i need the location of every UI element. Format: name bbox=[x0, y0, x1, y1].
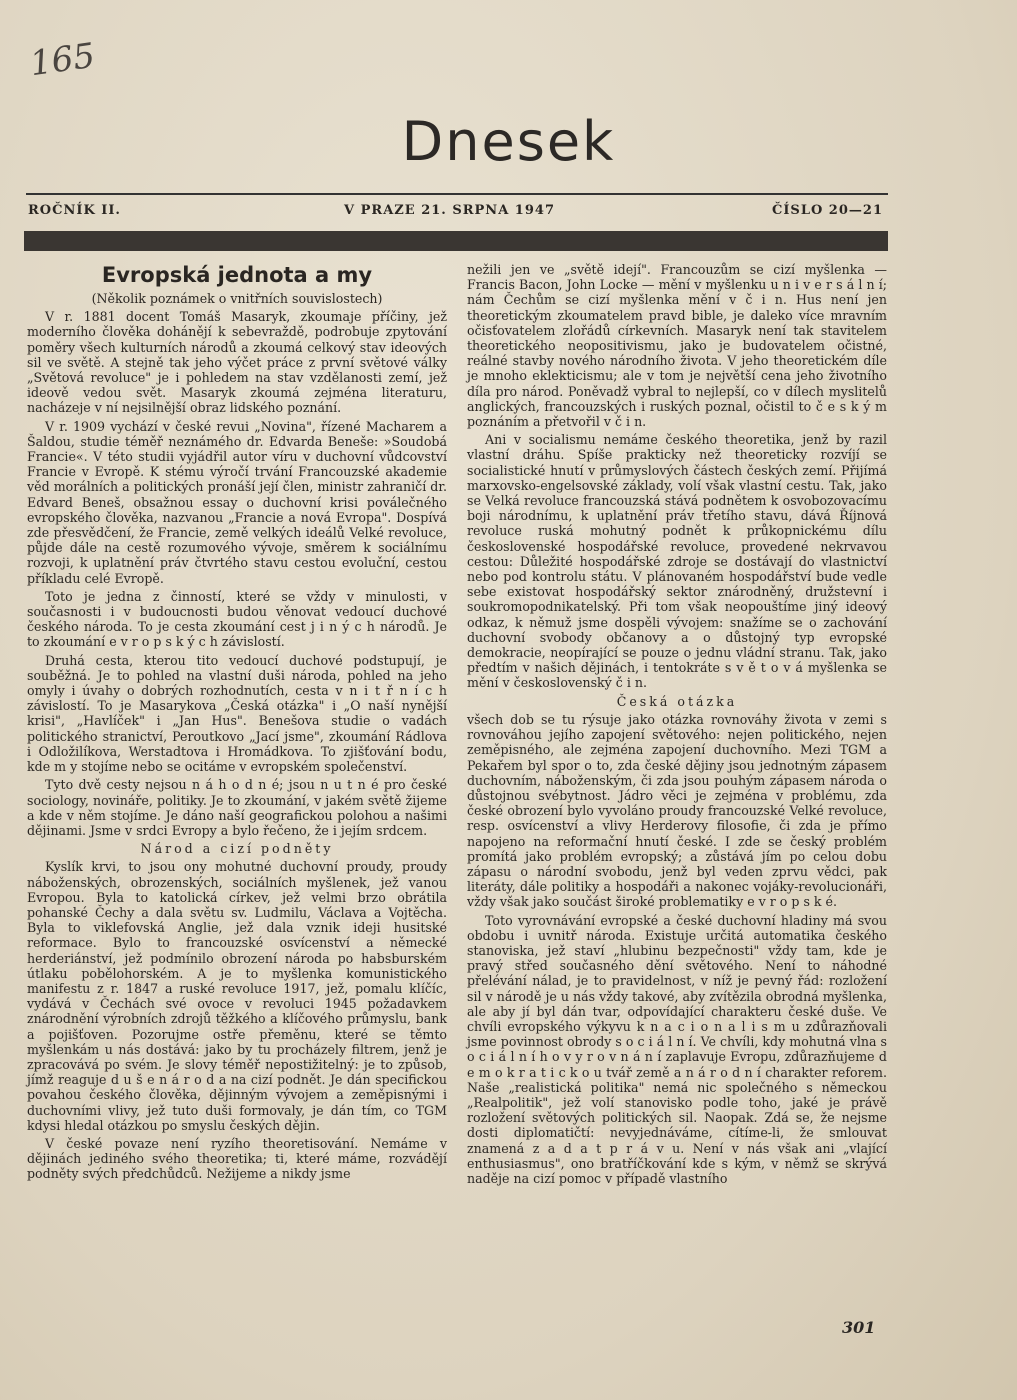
right-column bbox=[467, 262, 887, 1189]
masthead-title: Dnesek bbox=[401, 110, 616, 173]
page-number: 301 bbox=[842, 1318, 876, 1337]
volume-label: ROČNÍK II. bbox=[28, 203, 121, 218]
handwritten-note: 165 bbox=[27, 35, 98, 85]
section-heading: Národ a cizí podněty bbox=[140, 841, 334, 857]
section-heading: Česká otázka bbox=[616, 693, 738, 709]
paragraph: V české povaze není ryzího theoretisování. Nemáme v dějinách jediného svého theoretika; ti, které máme, rozvádějí podněty svých předchůdců. Nežijeme a nikdy jsme bbox=[27, 1135, 447, 1182]
header-band bbox=[24, 231, 888, 251]
date-label: V PRAZE 21. SRPNA 1947 bbox=[344, 203, 555, 218]
paragraph: Tyto dvě cesty nejsou n á h o d n é; jsou n u t n é pro české sociology, novináře, politiky. Je to zkoumání, v jakém světě žijeme a kde v něm stojíme. Je dáno naší geografickou polohou a našimi dějinami. Jsme v srdci Evropy a bylo řečeno, že i jejím srdcem. bbox=[27, 777, 447, 838]
paragraph: všech dob se tu rýsuje jako otázka rovnováhy života v zemi s rovnováhou jejího zapojení světového: nejen politického, nejen zeměpisného, ale zejména zapojení duchovního. Mezi TGM a Pekařem byl spor o to, zda české dějiny jsou jednotným zápasem duchovním, náboženským, či zda jsou pouhým zápasem národa o důstojnou svébytnost. Jádro věci je zejména v problému, zda české obrození bylo vyvoláno proudy francouzské Velké revoluce, resp. osvícenství a vlivy Herderovy filosofie, či zda je přímo napojeno na reformační hnutí české. I zde se český problém promítá jako problém evropský; a zůstává jím po celou dobu zápasu o národní svobodu, jenž byl veden zprvu vědci, pak literáty, dále politiky a hospodáři a nakonec vojáky-revolucionáři, vždy však jako součást široké problematiky e v r o p s k é. bbox=[467, 711, 887, 910]
article-title: Evropská jednota a my bbox=[101, 263, 373, 287]
left-column bbox=[27, 262, 447, 1185]
paragraph: V r. 1881 docent Tomáš Masaryk, zkoumaje příčiny, jež moderního člověka dohánějí k sebevraždě, podrobuje zpytování poměry všech kulturních národů a zkoumá celkový stav ideových sil ve světě. A stejně tak jeho výčet práce z první světové války „Světová revoluce" je i pohledem na stav vzdělanosti zemí, jež ideově vedou svět. Masaryk zkoumá zejména literaturu, nacházeje v ní nejsilnější obraz lidského poznání. bbox=[27, 309, 447, 416]
paragraph: Toto vyrovnávání evropské a české duchovní hladiny má svou obdobu i uvnitř národa. Existuje určitá automatika českého stanoviska, jež staví „hlubinu bezpečnosti" vždy tam, kde je pravý střed současného dění světového. Není to náhodné přelévání nálad, je to pravidelnost, v níž je pevný řád: rozložení sil v národě je u nás vždy takové, aby zvítězila obrodná myšlenka, ale aby jí byl dán tvar, odpovídající charakteru české duše. Ve chvíli evropského výkyvu k n a c i o n a l i s m u zdůrazňovali jsme povinnost obrody s o c i á l n í. Ve chvíli, kdy mohutná vlna s o c i á l n í h o v y r o v n á n í zaplavuje Evropu, zdůrazňujeme d e m o k r a t i c k o u tvář země a n á r o d n í charakter reforem. Naše „realistická politika" nemá nic společného s německou „Realpolitik", jež volí stanovisko podle toho, jaké je právě rozložení světových politických sil. Naopak. Zdá se, že nejsme dosti diplomatičtí: nevyjednáváme, cítíme-li, že smlouvat znamená z a d a t p r á v u. Není v nás však ani „vlající enthusiasmus", ono bratříčkování kde s kým, v němž se skrývá naděje na cizí pomoc v případě vlastního bbox=[467, 912, 887, 1186]
paragraph: Ani v socialismu nemáme českého theoretika, jenž by razil vlastní dráhu. Spíše prakticky než theoreticky rozvíjí se socialistické hnutí v průmyslových částech českých zemí. Přijímá marxovsko-engelsovské základy, volí však vlastní cestu. Tak, jako se Velká revoluce francouzská stává podnětem k osvobozovacímu boji národnímu, k uplatnění práv třetího stavu, dává Říjnová revoluce ruská mohutný podnět k průkopnickému dílu československé hospodářské revoluce, provedené nekrvavou cestou: Důležité hospodářské zdroje se dostávají do vlastnictví nebo pod kontrolu státu. V plánovaném hospodářství bude vedle sebe existovat hospodářský sektor znárodněný, družstevní i soukromopodnikatelský. Při tom však neopouštíme jiný ideový odkaz, k němuž jsme dospěli vývojem: snažíme se o zachování duchovní svobody občanovy a o důstojný typ evropské demokracie, neopírající se pouze o jednu vládní stranu. Tak, jako předtím v našich dějinách, i tentokráte s v ě t o v á myšlenka se mění v československý č i n. bbox=[467, 432, 887, 691]
paragraph: Toto je jedna z činností, které se vždy v minulosti, v současnosti i v budoucnosti budou věnovat vedoucí duchové českého národa. To je cesta zkoumání cest j i n ý c h národů. Je to zkoumání e v r o p s k ý c h závislostí. bbox=[27, 588, 447, 650]
paragraph: nežili jen ve „světě idejí". Francouzům se cizí myšlenka — Francis Bacon, John Locke — mění v myšlenku u n i v e r s á l n í; nám Čechům se cizí myšlenka mění v č i n. Hus není jen theoretickým zkoumatelem pravd bible, je daleko více mravním očisťovatelem zlořádů církevních. Masaryk není tak stavitelem theoretického neopositivismu, jako je budovatelem očistné, reálné stavby nového národního života. V jeho theoretickém díle je mnoho eklekticismu; ale v tom je největší cena jeho životního díla pro národ. Poněvadž vybral to nejlepší, co v dílech myslitelů anglických, francouzských i ruských poznal, očistil to č e s k ý m poznáním a přetvořil v č i n. bbox=[467, 262, 887, 430]
paragraph: Druhá cesta, kterou tito vedoucí duchové podstupují, je souběžná. Je to pohled na vlastní duši národa, pohled na jeho omyly i úvahy o dobrých rozhodnutích, cesta v n i t ř n í c h závislostí. To je Masarykova „Česká otázka" i „O naší nynější krisi", „Havlíček" i „Jan Hus". Benešova studie o vadách politického stranictví, Peroutkovo „Jací jsme", zkoumání Rádlova i Odložilíkova, Werstadtova i Hromádkova. To zjišťování bodu, kde m y stojíme nebo se ocitáme v evropském společenství. bbox=[27, 652, 447, 775]
paragraph: V r. 1909 vychází v české revui „Novina", řízené Macharem a Šaldou, studie téměř neznámého dr. Edvarda Beneše: »Soudobá Francie«. V této studii vyjádřil autor víru v duchovní vůdcovství Francie v Evropě. K stému výročí trvání Francouzské akademie věd morálních a politických pronáší její člen, ministr zahraničí dr. Edvard Beneš, obsažnou essay o duchovní krisi poválečného evropského člověka, nazvanou „Francie a nová Evropa". Dospívá zde přesvědčení, že Francie, země velkých ideálů Velké revoluce, půjde dále na cestě rozumového vývoje, směrem k sociálnímu rozvoji, k uplatnění práv čtvrtého stavu cestou evoluční, cestou příkladu celé Evropě. bbox=[27, 418, 447, 586]
paragraph: Kyslík krvi, to jsou ony mohutné duchovní proudy, proudy náboženských, obrozenských, sociálních myšlenek, jež vanou Evropou. Byla to katolická církev, jež velmi brzo obrátila pohanské Čechy a dala světu sv. Ludmilu, Václava a Vojtěcha. Byla to viklefovská Anglie, jež dala vznik ideji husitské reformace. Bylo to francouzské osvícenství a německé herderiánství, jež podmínilo obrození národa po habsburském útlaku pobělohorském. A je to myšlenka komunistického manifestu z r. 1847 a ruské revoluce 1917, jež, pomalu klíčíc, vydává v Čechách své ovoce v revoluci 1945 požadavkem znárodnění výrobních zdrojů těžkého a klíčového průmyslu, bank a pojišťoven. Pozorujme ostře přeměnu, které se těmto myšlenkám u nás dostává: jako by tu procházely filtrem, jenž je zpracovává po svém. Je slovy téměř nepostižitelný: je to způsob, jímž reaguje d u š e n á r o d a na cizí podnět. Je dán specifickou povahou českého člověka, dějinným vývojem a zeměpisnými i duchovními vlivy, jež tuto duši formovaly, je dán tím, co TGM kdysi hledal otázkou po smyslu českých dějin. bbox=[27, 859, 447, 1133]
masthead-rule bbox=[26, 193, 888, 195]
article-subtitle: (Několik poznámek o vnitřních souvislostech) bbox=[91, 291, 383, 306]
issue-number: ČÍSLO 20—21 bbox=[772, 203, 883, 218]
